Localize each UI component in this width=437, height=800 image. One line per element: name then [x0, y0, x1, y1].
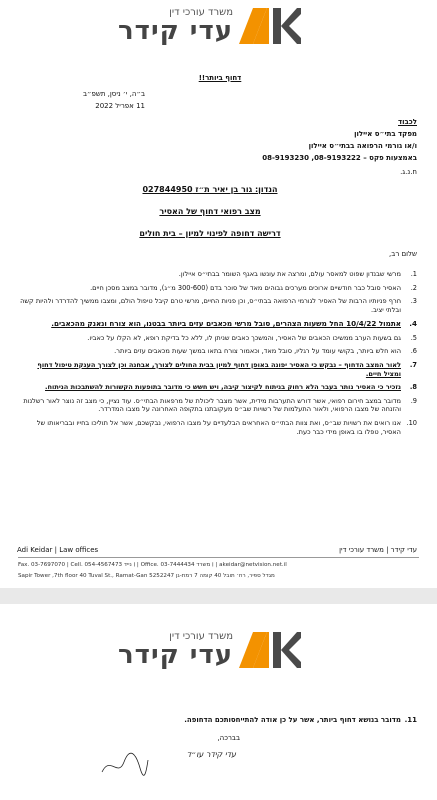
logo-firm-small: משרד עורכי דין	[169, 631, 234, 642]
logo-text	[118, 8, 233, 44]
list-item: 8. נזכיר כי האסיר נותר בעבר הלא רחוק בניתוח לקיצור קיבה, ויש חשש כי מדובר בתופעות הקשורות להשתבכות הניתוח.	[45, 383, 417, 392]
urgent-label: דחוף ביותר!!	[198, 74, 242, 82]
logo-firm-name: עדי קידר	[118, 640, 234, 670]
to-line-1: מפקד בתי״ס איילון	[354, 130, 417, 138]
list-item: 3. חרף פניותיו הרבות של האסיר לגורמי הרפואה בבתי״ס, וכן פניות החיים, מרשי טרם קיבל טיפול הולם, ומצבו ממשיך להדרדר ולהיות קשה ובלתי יציב.	[20, 297, 417, 314]
list-item: 1. מרשי שבנדון שפוט למאסר עולם, ומרצה את עונשו באגף השומר בבתי״ס איילון.	[178, 270, 417, 278]
subject-line-1: הנדון: גור בן יאיר ת״ז 027844950	[142, 185, 278, 194]
list-item: 10. אנו רואים את רשויות שב״ס, ואת צוות הבתי״ס האחראים הבלעדיים על מצבו הרפואי, נבקשכם, אשר אל תוליכו בחייו ובבריאותו של האסיר, טפלו בו באופן מידי כבר כעת.	[36, 419, 417, 436]
list-item: 5. גם בשעות הערב ממשיכו הכאבים של האסיר, והמשכך כאבים שניתן לו, ללא כל בדיקת רופא, לא הקלו על כאביו.	[87, 333, 417, 342]
footer-name-en: Adi Keidar | Law offices	[17, 546, 99, 554]
item-11	[19, 716, 417, 725]
signature: עדי קידר עו״ד	[186, 750, 236, 759]
logo-firm-name: עדי קידר	[118, 16, 234, 46]
item-11-text: מדובר בנושא דחוף ביותר, אשר על כן אודה להתייחסותכם הדחופה.	[184, 716, 401, 724]
letter-page-2	[0, 604, 437, 800]
firm-logo-page-2	[118, 630, 301, 670]
to-line-4: ח.נ.ג.	[400, 168, 417, 176]
subject-line-3: דרישה דחופה לפינוי למיון – בית חולים	[139, 229, 281, 238]
list-item: 4. אתמול 10/4/22 החל משעות הצהרים, סובל מרשי מכאבים עזים ביותר בבטנו, הוא צורח ונאנק מהכאבים.	[51, 319, 417, 329]
item-11-num: 11.	[404, 716, 417, 724]
list-item: 9. מדובר במצב חירום רפואי, אשר דורש התערבות מידית, אשר מצבר ליכולת של מרפאות הבתי״ס. עוד נציין, כי מצב זה נוצר לאור רשלנות והזנחה של מצבו הרפואי, ולאור התעלמות של רשויות שב״ס מעקובתנו בתקופה האחרונה על מצבו המדרדר.	[23, 396, 417, 414]
signature-scribble-icon	[100, 750, 150, 780]
to-label: לכבוד	[398, 118, 417, 126]
numbered-items-list	[19, 270, 417, 441]
footer-names	[17, 546, 417, 554]
footer-name-he: עדי קידר | משרד עורכי דין	[339, 546, 417, 554]
footer-address: Sapir Tower ,7th floor 40 Tuval St., Ramat-Gan 5252247 מגדל ספיר, רח׳ תובל 40 קומה 7 רמת-גן	[18, 573, 275, 579]
date-hebrew: ב״ה, י׳ ניסן, תשפ״ב	[82, 90, 145, 98]
list-item: 2. האסיר סובל כבר חודשיים ארוכים מערכים גבוהים מאד של סוכר בדם (300-600 מ״ג), מדובר במצב מסכן חיים.	[90, 283, 417, 292]
logo-firm-small: משרד עורכי דין	[169, 7, 234, 18]
subject-line-2: מצב רפואי דחוף של האסיר	[159, 207, 261, 216]
logo-mark-icon	[239, 6, 301, 46]
closing: בברכה,	[217, 734, 240, 742]
firm-logo	[118, 6, 301, 46]
logo-text	[118, 632, 233, 668]
footer-divider	[18, 557, 419, 558]
to-line-2: ו/או גורמי הרפואה בבתי״ס איילון	[308, 142, 417, 150]
list-item: 7. לאור המצב הדחוף – נבקש כי האסיר יפונה באופן דחוף למיון בבית החולים לצורך, אבחנה וכן לצורך הענקת טיפול דחוף ומציל חיים.	[37, 361, 417, 378]
logo-mark-icon	[239, 630, 301, 670]
to-line-3: באמצעות פקס – 08-9193222, 08-9193230	[262, 154, 417, 162]
list-item: 6. הוא חלש ביותר, בקושי עומד על רגליו, סובל מאד, וכאמור צורח בתאו במשך שעות מכאבים עזים ביותר.	[114, 347, 417, 356]
greeting: שלום רב,	[389, 250, 417, 258]
footer-contact: Fax. 03-7697070 | Cell. 054-4567473 ׀ נייד | Office. 03-7444434 ׀ משרד | akeidar@netvision.net.il	[18, 562, 287, 568]
date-gregorian: 11 אפריל 2022	[95, 102, 145, 110]
